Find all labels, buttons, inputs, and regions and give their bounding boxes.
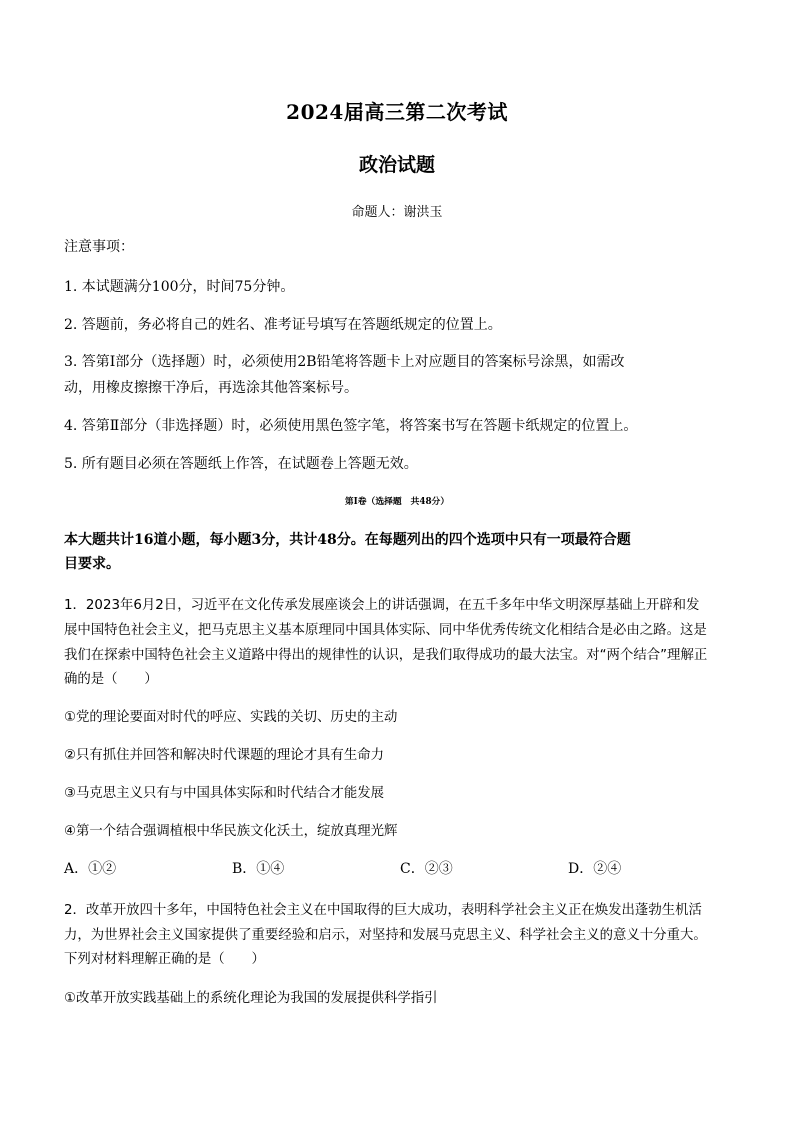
notice-item-3: 3. 答第Ⅰ部分（选择题）时，必须使用2B铅笔将答题卡上对应题目的答案标号涂黑，如需改 [64, 354, 625, 370]
author-line: 命题人：谢洪玉 [351, 205, 443, 220]
q1-option-b: B．①④ [232, 861, 285, 877]
q1-stem-line-3: 我们在探索中国特色社会主义道路中得出的规律性的认识，是我们取得成功的最大法宝。对“两个结合”理解正 [64, 648, 708, 663]
notice-item-3-cont: 动，用橡皮擦擦干净后，再选涂其他答案标号。 [64, 380, 358, 396]
section-instruction-line-1: 本大题共计16道小题，每小题3分，共计48分。在每题列出的四个选项中只有一项最符合题 [64, 532, 631, 548]
notice-item-4: 4. 答第Ⅱ部分（非选择题）时，必须使用黑色签字笔，将答案书写在答题卡纸规定的位置上。 [64, 418, 638, 434]
q1-option-a: A．①② [64, 861, 117, 877]
section-title: 第Ⅰ卷（选择题 共48分） [344, 497, 450, 507]
q2-statement-1: ①改革开放实践基础上的系统化理论为我国的发展提供科学指引 [64, 991, 438, 1006]
notice-item-5: 5. 所有题目必须在答题纸上作答，在试题卷上答题无效。 [64, 456, 418, 472]
notice-item-2: 2. 答题前，务必将自己的姓名、准考证号填写在答题纸规定的位置上。 [64, 317, 502, 333]
q2-stem-line-1: 2．改革开放四十多年，中国特色社会主义在中国取得的巨大成功，表明科学社会主义正在焕发出蓬勃生机活 [64, 903, 702, 918]
subject-title: 政治试题 [358, 154, 435, 176]
exam-title: 2024届高三第二次考试 [286, 100, 508, 124]
q1-options [64, 858, 734, 883]
q2-stem-line-3: 下列对材料理解正确的是（ ） [64, 952, 265, 967]
q1-option-d: D．②④ [568, 861, 622, 877]
q1-option-c: C．②③ [400, 861, 453, 877]
q1-stem-line-2: 展中国特色社会主义，把马克思主义基本原理同中国具体实际、同中华优秀传统文化相结合是必由之路。这是 [64, 623, 707, 638]
q1-statement-4: ④第一个结合强调植根中华民族文化沃土，绽放真理光辉 [64, 824, 398, 839]
q2-stem-line-2: 力，为世界社会主义国家提供了重要经验和启示，对坚持和发展马克思主义、科学社会主义的意义十分重大。 [64, 928, 707, 943]
q1-statement-1: ①党的理论要面对时代的呼应、实践的关切、历史的主动 [64, 710, 398, 725]
q1-statement-2: ②只有抓住并回答和解决时代课题的理论才具有生命力 [64, 748, 384, 763]
notice-item-1: 1. 本试题满分100分，时间75分钟。 [64, 279, 295, 295]
q1-stem-line-4: 确的是（ ） [64, 672, 158, 687]
q1-stem-line-1: 1．2023年6月2日，习近平在文化传承发展座谈会上的讲话强调，在五千多年中华文明深厚基础上开辟和发 [64, 598, 700, 613]
notice-heading: 注意事项： [64, 239, 134, 255]
q1-statement-3: ③马克思主义只有与中国具体实际和时代结合才能发展 [64, 786, 384, 801]
section-instruction-line-2: 目要求。 [64, 556, 120, 572]
